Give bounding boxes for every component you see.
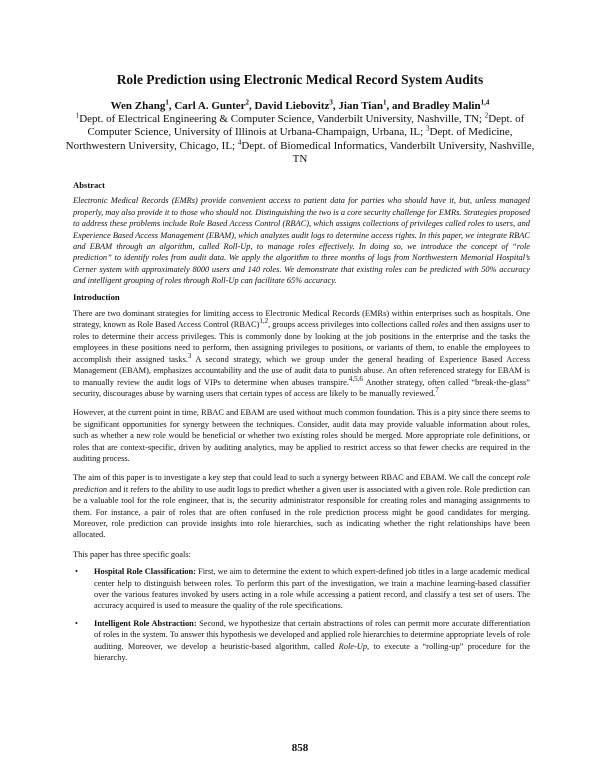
paragraph-1 <box>73 308 530 399</box>
affiliation-sup: 4 <box>237 137 242 146</box>
list-item <box>73 566 530 612</box>
text-run: Another strategy, often called “break-the-glass” security, discourages abuse by warning users that certain types of access are likely to be manually reviewed. <box>73 377 530 398</box>
citation: 1,2 <box>259 317 269 326</box>
bullet-icon: • <box>75 567 78 577</box>
citation: 4,5,6 <box>348 374 363 383</box>
author-sup: 1 <box>382 98 387 107</box>
list-item <box>73 618 530 664</box>
text-run: and then assigns user to roles to determine their access privileges. This is commonly done by looking at the job positions in the enterprise and the tasks the employees in these positions need to perform, then assigning privileges to positions, or variants of them, to enable the employees to accomplish their assigned tasks. <box>73 320 530 364</box>
affiliation: Dept. of Biomedical Informatics, Vanderbilt University, Nashville, TN <box>241 139 535 165</box>
author-sup: 3 <box>329 98 333 107</box>
list-item-lead: Hospital Role Classification: <box>94 567 196 577</box>
text-run: The aim of this paper is to investigate a key step that could lead to such a synergy between RBAC and EBAM. We call the concept <box>73 473 517 483</box>
affiliation-sup: 1 <box>75 111 80 120</box>
emphasis: Role-Up <box>338 641 368 651</box>
text-run: and it refers to the ability to use audit logs to predict whether a given user is associated with a given role. Role prediction can be a valuable tool for the role engineer, that is, the security administrator responsible for creating roles and managing assignments to them. For instance, a pair of roles that are often confused in the role prediction process might be good candidates for merging. Moreover, role prediction can provide insights into role hierarchies, such as indicating whether the right relationships have been allocated. <box>73 484 530 540</box>
author-name: Bradley Malin <box>412 100 481 112</box>
bullet-icon: • <box>75 618 78 628</box>
author-name: Wen Zhang <box>110 100 166 112</box>
text-run: There are two dominant strategies for limiting access to Electronic Medical Records (EMRs) within enterprises such as hospitals. One strategy, known as Role Based Access Control (RBAC) <box>73 309 530 330</box>
paragraph-2: However, at the current point in time, RBAC and EBAM are used without much common foundation. This is a pity since there seems to be significant opportunities for synergy between the techniques. Consider, audit data may provide valuable information about roles, such as whether a new role would be beneficial or whether two existing roles should be merged. More appropriate role definitions, or roles that are context-specific, driven by auditing analytics, may be applied to restrict access so that fewer checks are required in the auditing process. <box>73 408 530 463</box>
list-item-text: First, we aim to determine the extent to which expert-defined job titles in a large academic medical center help to distinguish between roles. To perform this part of the investigation, we train a machine learning-based classifier over the various features invoked by users acting in a role while accessing a patient record, and classify a test set of users. The accuracy acquired is used to measure the quality of the role specifications. <box>94 567 530 611</box>
citation: 3 <box>187 351 192 360</box>
author-sup: 2 <box>245 98 250 107</box>
emphasis: role prediction <box>73 473 530 494</box>
affiliation: Dept. of Medicine, Northwestern University, Chicago, IL; <box>65 126 513 152</box>
affiliation: Dept. of Electrical Engineering & Computer Science, Vanderbilt University, Nashville, TN; <box>79 113 482 126</box>
list-item-text: , to execute a “rolling-up” procedure for the hierarchy. <box>94 641 530 663</box>
page-number: 858 <box>291 742 309 754</box>
list-item-lead: Intelligent Role Abstraction: <box>94 618 197 628</box>
author-list: Wen Zhang$^1$, Carl A. Gunter$^2$, David Liebovitz$^3$, Jian Tian$^1$, and Bradley Malin$^{1,4}$ <box>110 98 490 112</box>
abstract-text: Electronic Medical Records (EMRs) provide convenient access to patient data for parties who should have it, but, unless managed properly, may also provide it to those who should not. Distinguishing the two is a core security challenge for EMRs. Strategies proposed to address these problems include Role Based Access Control (RBAC), which assigns collections of privileges called roles to users, and Experience Based Access Management (EBAM), which analyzes audit logs to determine access rights. In this paper, we integrate RBAC and EBAM through an algorithm, called Roll-Up, to manage roles effectively. In doing so, we introduce the concept of “role prediction” to identify roles from audit data. We apply the algorithm to three months of logs from Northwestern Memorial Hospital’s Cerner system with approximately 8000 users and 140 roles. We demonstrate that existing roles can be predicted with 50% accuracy and intelligent grouping of roles through Roll-Up can facilitate 65% accuracy. <box>73 196 531 286</box>
paper-title: Role Prediction using Electronic Medical Record System Audits <box>116 72 484 87</box>
emphasis: roles <box>431 320 449 330</box>
text-run: , groups access privileges into collections called <box>268 320 432 330</box>
author-name: David Liebovitz <box>254 100 330 112</box>
author-sup: 1 <box>165 98 169 107</box>
author-name: Jian Tian <box>338 100 383 112</box>
author-block <box>60 100 540 166</box>
body-column <box>73 180 530 669</box>
goals-list <box>73 566 530 663</box>
citation: 7 <box>435 386 439 395</box>
text-run: A second strategy, which we group under the general heading of Experience Based Access Management (EBAM), emphasizes accountability and the use of audit data to punish abuse. An often referenced strategy for EBAM is to manually review the audit logs of VIPs to determine when abuses transpire. <box>73 354 530 387</box>
list-item-text: Second, we hypothesize that certain abstractions of roles can permit more accurate differentiation of roles in the system. To answer this hypothesis we developed and applied role hierarchies to determine appropriate levels of role auditing. Moreover, we develop a heuristic-based algorithm, called <box>94 618 531 651</box>
author-sup: 1,4 <box>480 98 490 107</box>
paragraph-4: This paper has three specific goals: <box>73 549 191 559</box>
affiliations <box>60 113 540 166</box>
paragraph-3 <box>73 472 530 540</box>
introduction-heading: Introduction <box>73 291 120 302</box>
affiliation-sup: 2 <box>484 111 489 120</box>
abstract-heading: Abstract <box>73 180 105 190</box>
affiliation-sup: 3 <box>425 124 430 133</box>
author-name: Carl A. Gunter <box>174 100 246 112</box>
affiliation: Dept. of Computer Science, University of Illinois at Urbana-Champaign, Urbana, IL; <box>87 113 525 139</box>
